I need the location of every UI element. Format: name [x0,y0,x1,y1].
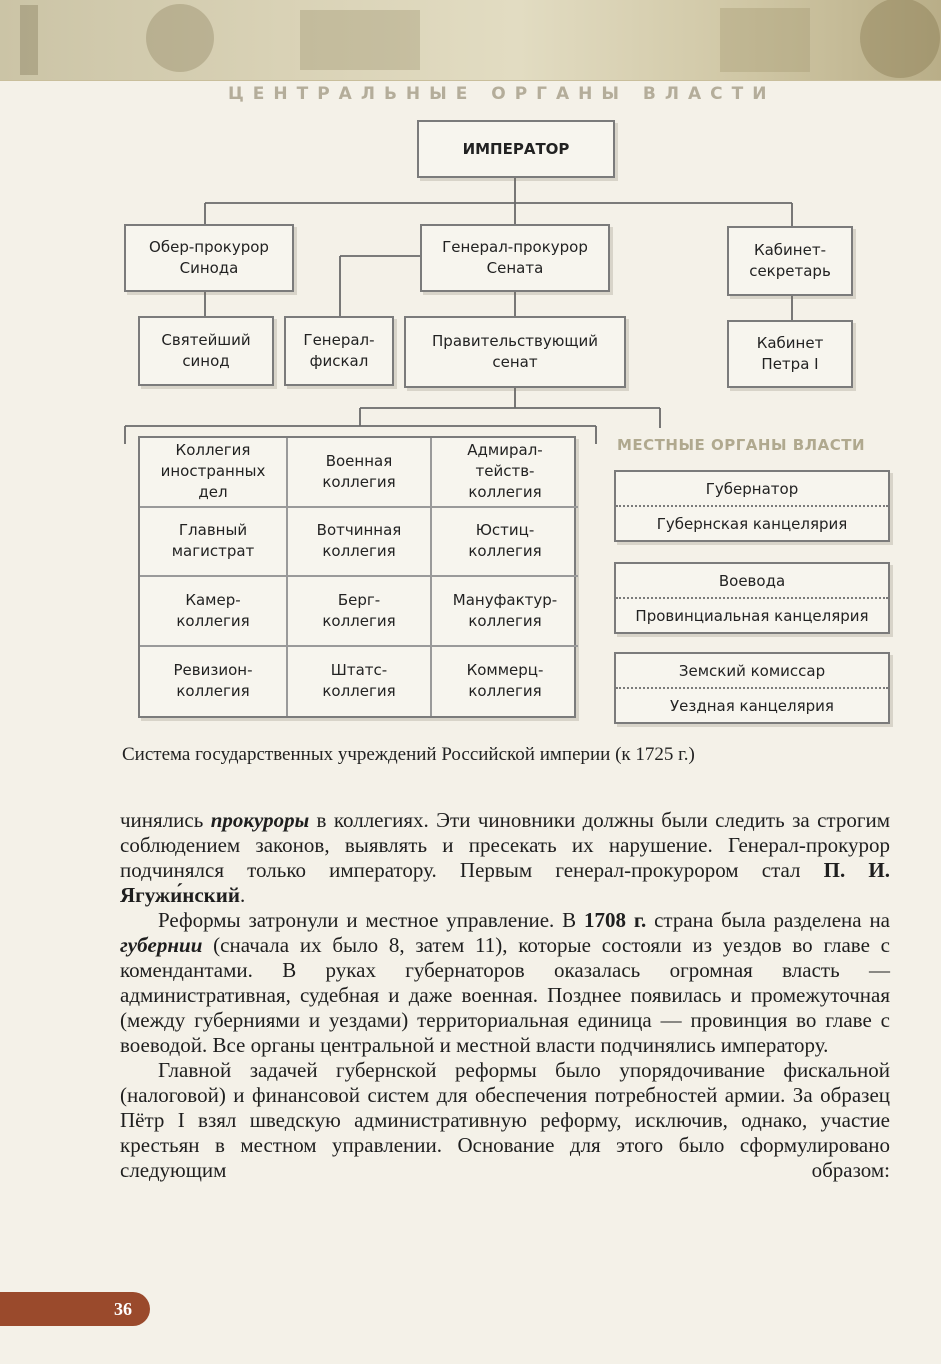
local-group-province [614,470,890,542]
page-number: 36 [114,1298,132,1319]
local-office: Провинциальная канцелярия [635,606,869,625]
local-group-district [614,652,890,724]
emphasis-term: прокуроры [210,808,310,832]
text-run: чинялись [120,808,211,832]
college-cell: Адмирал- тейств- коллегия [432,438,578,508]
college-cell: Коллегия иностранных дел [140,438,288,508]
college-cell: Ревизион- коллегия [140,647,288,717]
paragraph-2 [120,908,890,1058]
college-cell: Юстиц- коллегия [432,508,578,578]
college-cell: Штатс- коллегия [288,647,432,717]
page-number-badge [0,1292,150,1326]
governing-senate-box [404,316,626,388]
general-fiscal-label: Генерал- фискал [303,331,375,370]
paragraph-3: Главной задачей губернской реформы было упорядочивание фискальной (налоговой) и финансовой систем для обеспечения потребностей армии. За образец Пётр I взял шведскую административную реформу, исключив, однако, участие крестьян в местном управлении. Основание для этого было сформулировано следующим образом: [120,1058,890,1182]
general-fiscal-box [284,316,394,386]
emperor-box [417,120,615,178]
local-office: Губернская канцелярия [656,514,848,533]
college-cell: Коммерц- коллегия [466,661,544,701]
cabinet-secretary-box [727,226,853,296]
college-cell: Мануфактур- коллегия [432,577,578,647]
section-heading: ЦЕНТРАЛЬНЫЕ ОРГАНЫ ВЛАСТИ [228,84,776,104]
local-head: Земский комиссар [616,654,888,689]
date-term: 1708 г. [583,908,647,932]
local-head: Воевода [616,564,888,599]
holy-synod-label: Святейший синод [161,331,251,370]
local-authorities-heading: МЕСТНЫЕ ОРГАНЫ ВЛАСТИ [617,436,866,454]
diagram-caption: Система государственных учреждений Российской империи (к 1725 г.) [122,744,695,765]
cabinet-peter-box [727,320,853,388]
person-name: П. И. Ягужи́нский [120,858,891,907]
college-cell: Военная коллегия [288,438,432,508]
governing-senate-label: Правительствующий сенат [432,332,598,371]
general-procurator-box [420,224,610,292]
emperor-label: ИМПЕРАТОР [462,139,570,158]
colleges-grid [138,436,576,718]
text-run: Реформы затронули и местное управление. В [158,908,584,932]
ober-procurator-label: Обер-прокурор Синода [149,238,269,277]
text-run: страна была разделена на [646,908,890,932]
local-group-region [614,562,890,634]
local-head: Губернатор [616,472,888,507]
paragraph-1 [120,808,890,908]
general-procurator-label: Генерал-прокурор Сената [442,238,588,277]
text-run: в коллегиях. Эти чиновники должны были следить за строгим соблюдением законов, выявлять и пресекать их нарушение. Генерал-прокурор подчинялся только императору. Первым генерал-прокурором стал [120,808,890,882]
cabinet-secretary-label: Кабинет- секретарь [749,241,831,280]
college-cell: Берг- коллегия [288,577,432,647]
college-cell: Камер- коллегия [140,577,288,647]
text-run: (сначала их было 8, затем 11), которые состояли из уездов во главе с комендантами. В руках губернаторов оказалась огромная власть — административная, судебная и даже военная. Позднее появилась и промежуточная (между губерниями и уездами) территориальная единица — провинция во главе с воеводой. Все органы центральной и местной власти подчинялись императору. [120,933,890,1057]
cabinet-peter-label: Кабинет Петра I [756,334,824,373]
emphasis-term: губернии [120,933,203,957]
body-text [120,808,890,1183]
local-office: Уездная канцелярия [670,696,834,715]
holy-synod-box [138,316,274,386]
ober-procurator-box [124,224,294,292]
college-cell: Главный магистрат [140,508,288,578]
college-cell: Вотчинная коллегия [288,508,432,578]
text-run: . [239,883,246,907]
